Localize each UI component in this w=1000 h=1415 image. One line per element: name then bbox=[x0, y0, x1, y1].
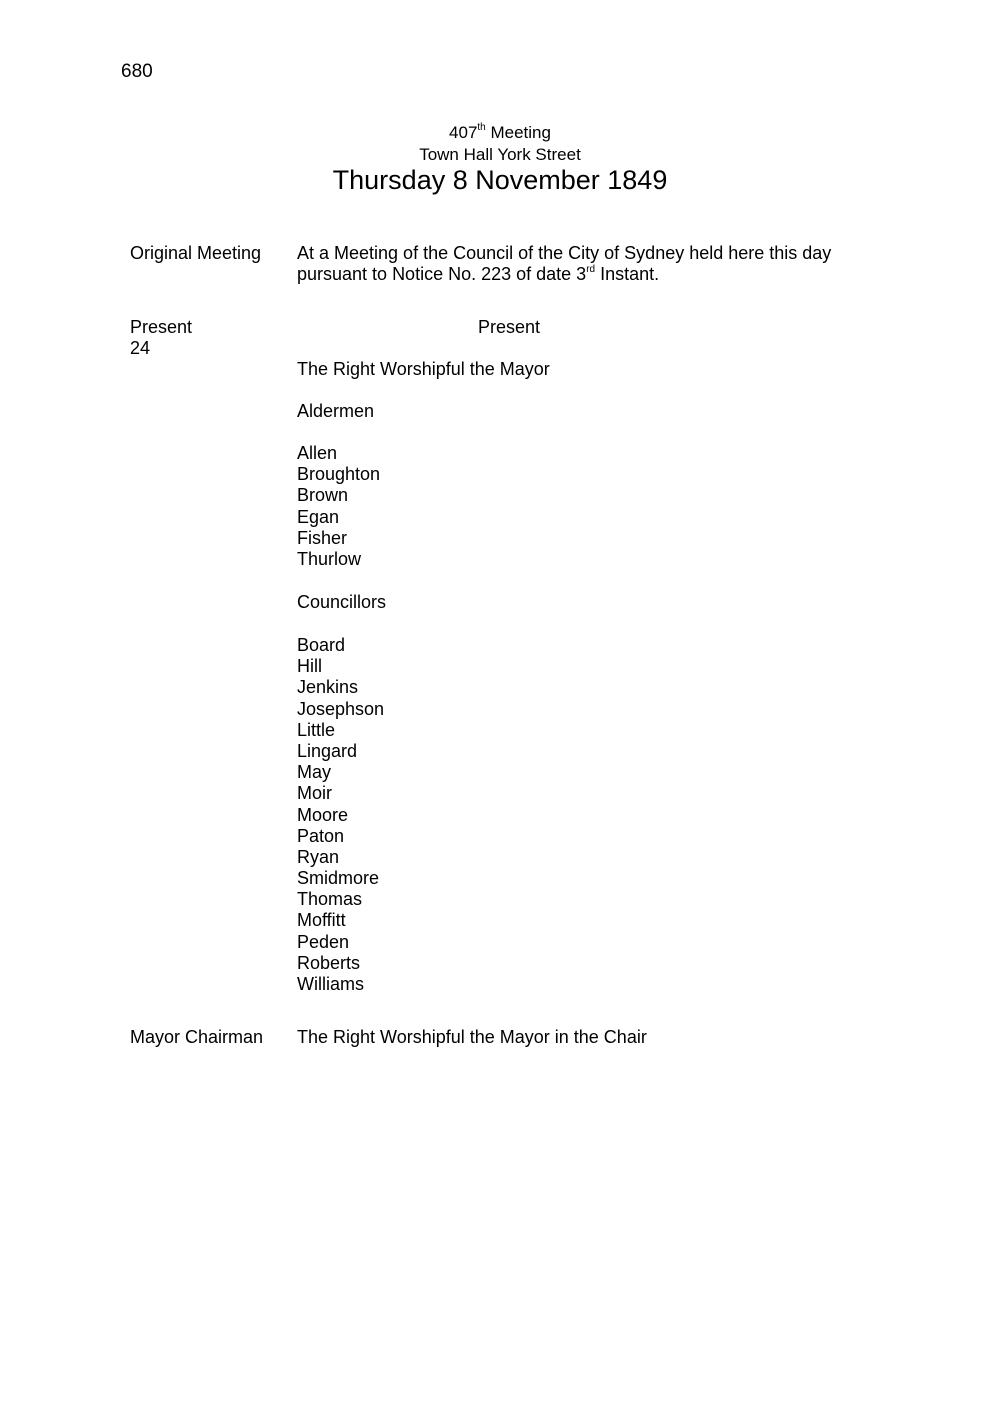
chairman-label: Mayor Chairman bbox=[130, 1027, 264, 1047]
list-item: Egan bbox=[297, 506, 340, 527]
list-item: Allen bbox=[297, 443, 338, 463]
list-item: Jenkins bbox=[297, 677, 359, 698]
list-item: Josephson bbox=[297, 698, 385, 719]
list-item: Hill bbox=[297, 656, 322, 677]
list-item: Broughton bbox=[297, 464, 381, 485]
list-item: Little bbox=[297, 719, 336, 740]
list-item: Moore bbox=[297, 804, 349, 825]
aldermen-list bbox=[297, 443, 380, 570]
list-item: May bbox=[297, 762, 332, 783]
list-item: Moffitt bbox=[297, 910, 346, 931]
list-item: Moir bbox=[297, 783, 332, 804]
list-item: Roberts bbox=[297, 952, 361, 973]
chairman-text: The Right Worshipful the Mayor in the Chair bbox=[297, 1027, 647, 1047]
present-margin-count: 24 bbox=[130, 338, 151, 358]
list-item: Ryan bbox=[297, 846, 340, 867]
list-item: Fisher bbox=[297, 527, 348, 548]
aldermen-heading: Aldermen bbox=[297, 401, 375, 421]
list-item: Williams bbox=[297, 974, 364, 994]
list-item: Board bbox=[297, 635, 346, 655]
present-margin-label: Present bbox=[130, 317, 193, 337]
councillors-heading: Councillors bbox=[297, 592, 387, 612]
list-item: Brown bbox=[297, 485, 349, 506]
list-item: Lingard bbox=[297, 740, 358, 761]
present-heading: Present bbox=[478, 317, 541, 337]
meeting-number: 407th Meeting bbox=[449, 122, 551, 142]
list-item: Thomas bbox=[297, 889, 363, 910]
page-number: 680 bbox=[121, 61, 153, 82]
mayor-line: The Right Worshipful the Mayor bbox=[297, 359, 550, 379]
councillors-list bbox=[297, 635, 384, 995]
meeting-location: Town Hall York Street bbox=[419, 145, 581, 164]
original-meeting-line1: At a Meeting of the Council of the City of Sydney held here this day bbox=[297, 243, 832, 263]
meeting-date: Thursday 8 November 1849 bbox=[332, 165, 668, 195]
list-item: Peden bbox=[297, 931, 350, 952]
list-item: Smidmore bbox=[297, 868, 380, 889]
original-meeting-label: Original Meeting bbox=[130, 243, 262, 263]
list-item: Paton bbox=[297, 825, 345, 846]
list-item: Thurlow bbox=[297, 548, 362, 569]
original-meeting-line2: pursuant to Notice No. 223 of date 3rd Instant. bbox=[297, 264, 660, 284]
